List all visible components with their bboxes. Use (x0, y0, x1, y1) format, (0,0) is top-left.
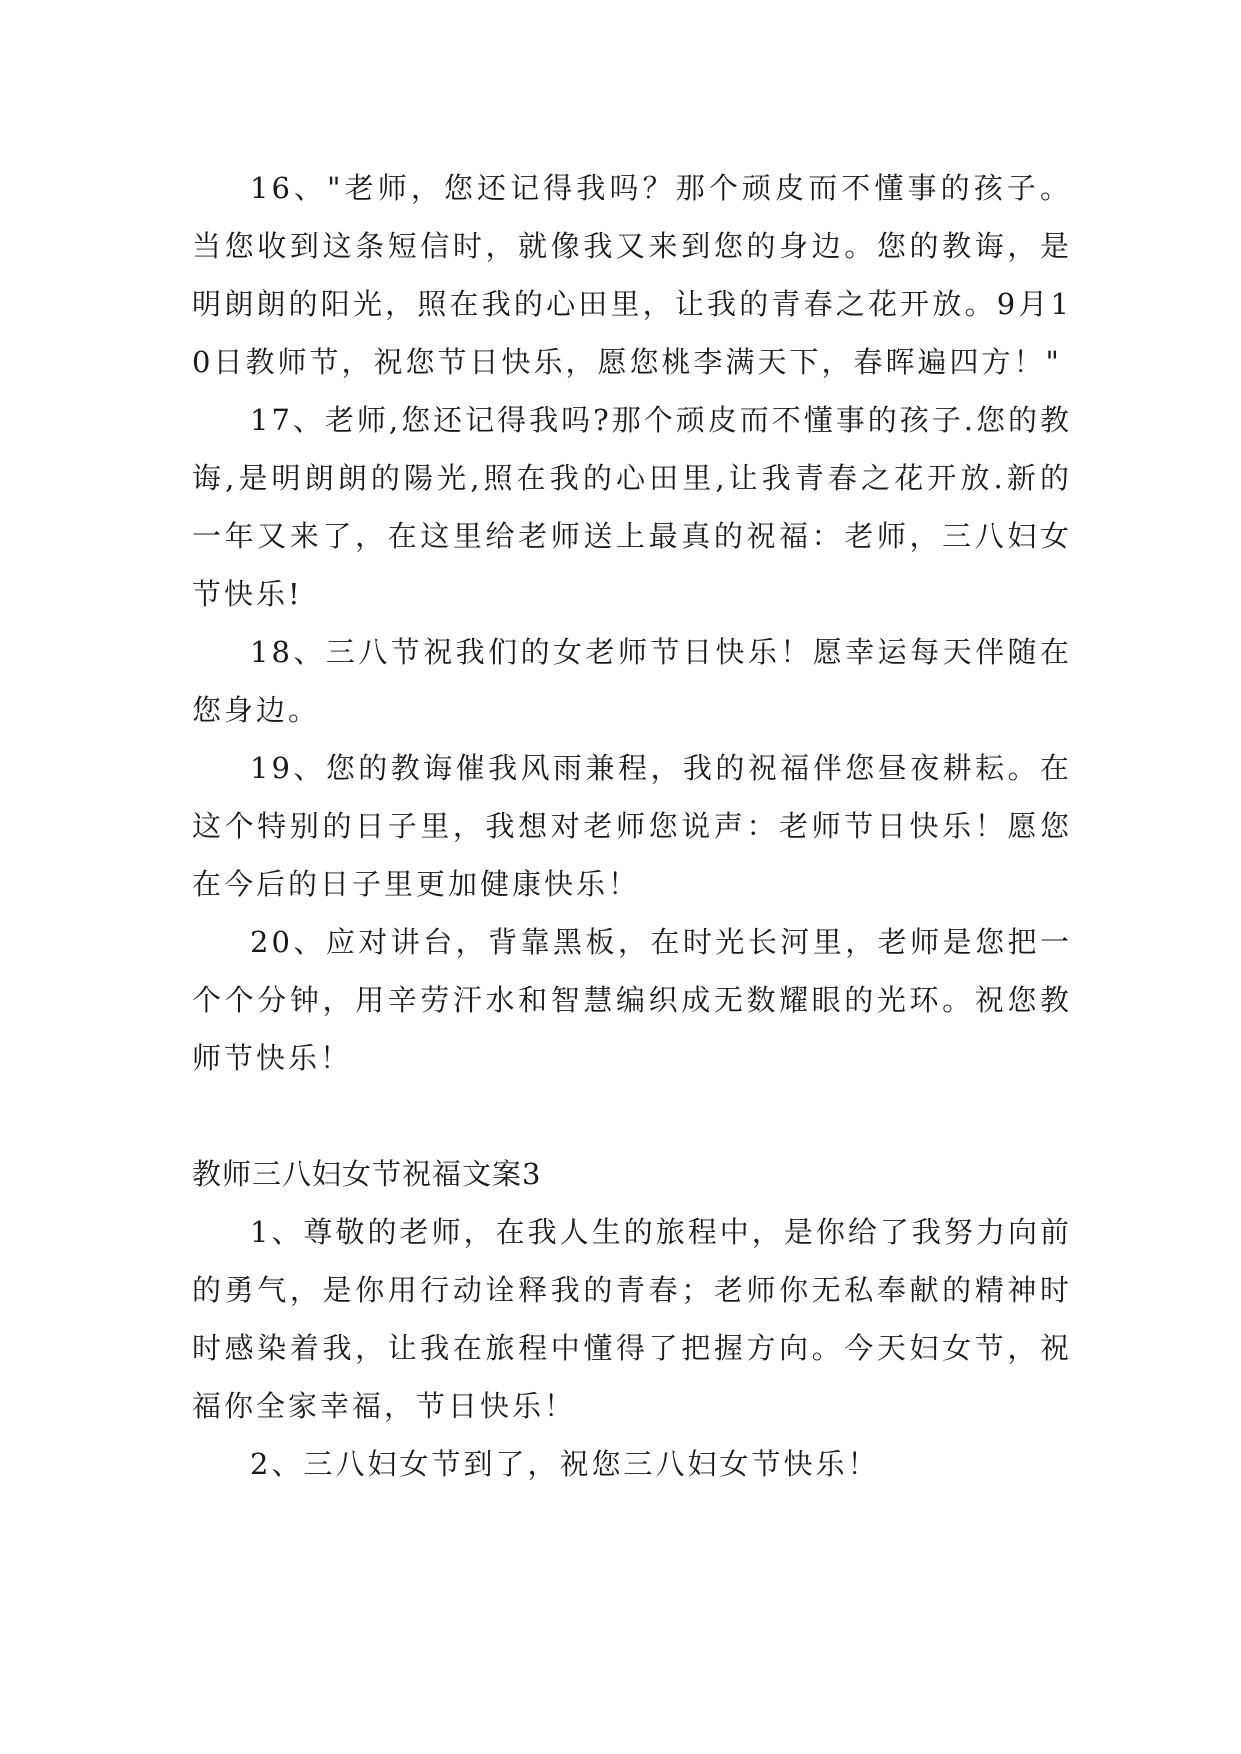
paragraph-2: 2、三八妇女节到了，祝您三八妇女节快乐！ (250, 1447, 880, 1481)
paragraph-20: 20、应对讲台，背靠黑板，在时光长河里，老师是您把一个个分钟，用辛劳汗水和智慧编织成无数耀眼的光环。祝您教师节快乐！ (192, 925, 1072, 1075)
paragraph-1: 1、尊敬的老师，在我人生的旅程中，是你给了我努力向前的勇气，是你用行动诠释我的青春；老师你无私奉献的精神时时感染着我，让我在旅程中懂得了把握方向。今天妇女节，祝福你全家幸福，节日快乐！ (192, 1215, 1072, 1423)
paragraph-18: 18、三八节祝我们的女老师节日快乐！愿幸运每天伴随在您身边。 (192, 635, 1072, 727)
document-body (192, 159, 1072, 1493)
paragraph-17: 17、老师,您还记得我吗?那个顽皮而不懂事的孩子.您的教诲,是明朗朗的陽光,照在我的心田里,让我青春之花开放.新的一年又来了，在这里给老师送上最真的祝福：老师，三八妇女节快乐! (192, 403, 1072, 611)
paragraph-16: 16、"老师，您还记得我吗？那个顽皮而不懂事的孩子。当您收到这条短信时，就像我又来到您的身边。您的教诲，是明朗朗的阳光，照在我的心田里，让我的青春之花开放。9月10日教师节，祝您节日快乐，愿您桃李满天下，春晖遍四方！" (192, 171, 1072, 379)
section-heading: 教师三八妇女节祝福文案3 (192, 1157, 542, 1191)
paragraph-19: 19、您的教诲催我风雨兼程，我的祝福伴您昼夜耕耘。在这个特别的日子里，我想对老师您说声：老师节日快乐！愿您在今后的日子里更加健康快乐！ (192, 751, 1072, 901)
